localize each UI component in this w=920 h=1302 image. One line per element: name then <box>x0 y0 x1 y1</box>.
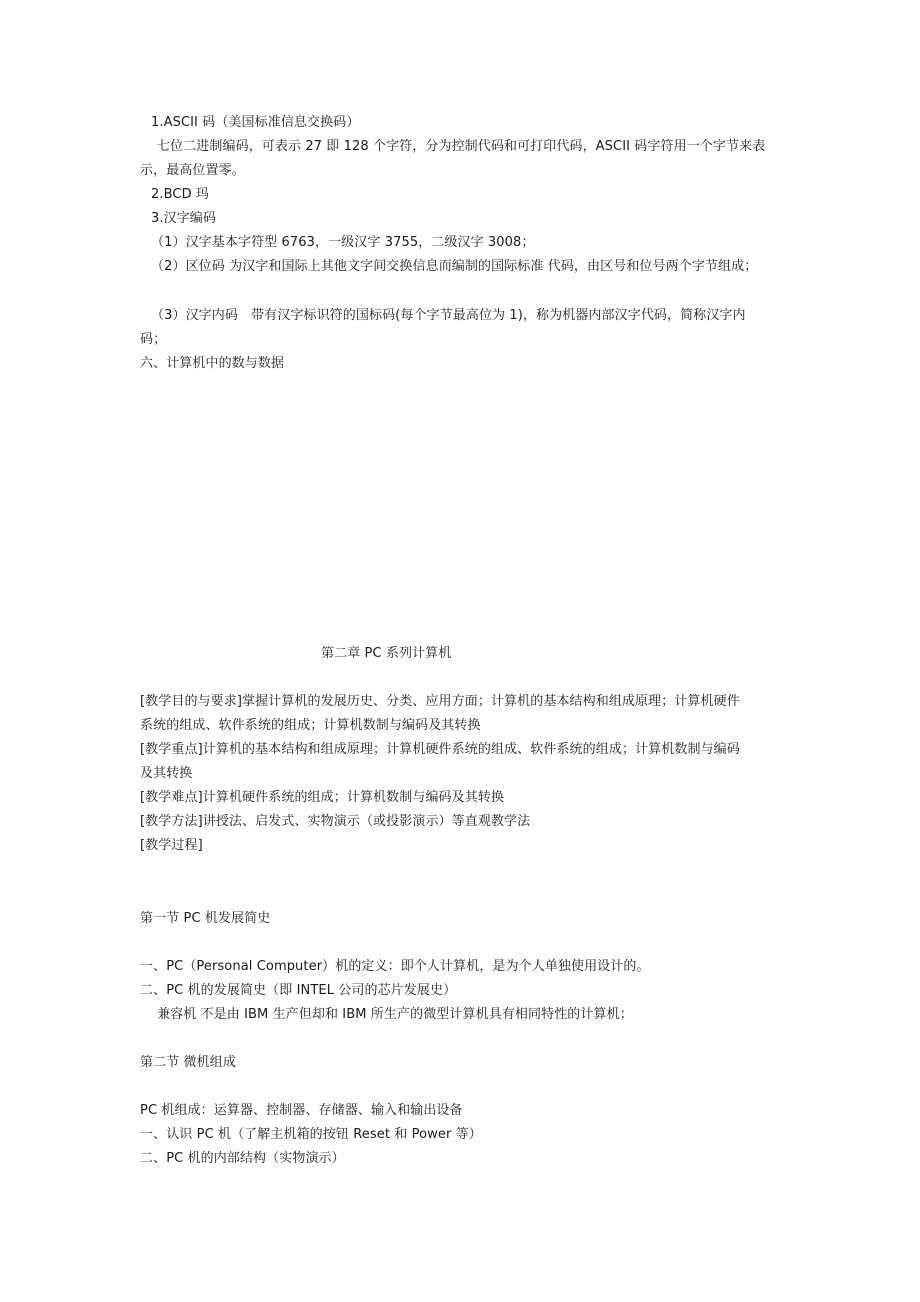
ascii-description-line-1: 七位二进制编码，可表示 27 即 128 个字符，分为控制代码和可打印代码，ASCII 码字符用一个字节来表 <box>157 139 766 154</box>
hanzi-heading: 3.汉字编码 <box>151 211 217 226</box>
compatible-machine-definition: 兼容机 不是由 IBM 生产但却和 IBM 所生产的微型计算机具有相同特性的计算机； <box>157 1007 633 1022</box>
section-one-title: 第一节 PC 机发展简史 <box>140 911 271 926</box>
hanzi-item-3-line-1: （3）汉字内码 带有汉字标识符的国标码(每个字节最高位为 1)，称为机器内部汉字代码，简称汉字内 <box>151 308 746 323</box>
teaching-method: [教学方法]讲授法、启发式、实物演示（或投影演示）等直观教学法 <box>140 814 531 829</box>
section-two-title: 第二节 微机组成 <box>140 1055 236 1070</box>
hanzi-item-1: （1）汉字基本字符型 6763，一级汉字 3755，二级汉字 3008； <box>151 235 535 250</box>
teaching-difficulty: [教学难点]计算机硬件系统的组成；计算机数制与编码及其转换 <box>140 790 505 805</box>
teaching-focus-line-1: [教学重点]计算机的基本结构和组成原理；计算机硬件系统的组成、软件系统的组成；计算机数制与编码 <box>140 742 740 757</box>
section-one-item-2: 二、PC 机的发展简史（即 INTEL 公司的芯片发展史） <box>140 983 457 998</box>
teaching-focus-line-2: 及其转换 <box>140 766 193 781</box>
hanzi-item-2: （2）区位码 为汉字和国际上其他文字间交换信息而编制的国际标准 代码，由区号和位号两个字节组成； <box>151 259 758 274</box>
section-two-item-1: 一、认识 PC 机（了解主机箱的按钮 Reset 和 Power 等） <box>140 1127 482 1142</box>
ascii-description-line-2: 示，最高位置零。 <box>140 163 245 178</box>
section-six-heading: 六、计算机中的数与数据 <box>140 356 285 371</box>
hanzi-item-3-line-2: 码； <box>140 332 167 347</box>
bcd-heading: 2.BCD 玛 <box>151 187 210 202</box>
section-two-item-2: 二、PC 机的内部结构（实物演示） <box>140 1151 345 1166</box>
teaching-goals-line-2: 系统的组成、软件系统的组成；计算机数制与编码及其转换 <box>140 718 481 733</box>
section-one-item-1: 一、PC（Personal Computer）机的定义：即个人计算机，是为个人单独使用设计的。 <box>140 959 650 974</box>
chapter-title: 第二章 PC 系列计算机 <box>321 646 452 661</box>
teaching-process: [教学过程] <box>140 838 203 853</box>
ascii-heading: 1.ASCII 码（美国标准信息交换码） <box>151 115 360 130</box>
teaching-goals-line-1: [教学目的与要求]掌握计算机的发展历史、分类、应用方面；计算机的基本结构和组成原理；计算机硬件 <box>140 694 740 709</box>
pc-composition: PC 机组成：运算器、控制器、存储器、输入和输出设备 <box>140 1103 463 1118</box>
